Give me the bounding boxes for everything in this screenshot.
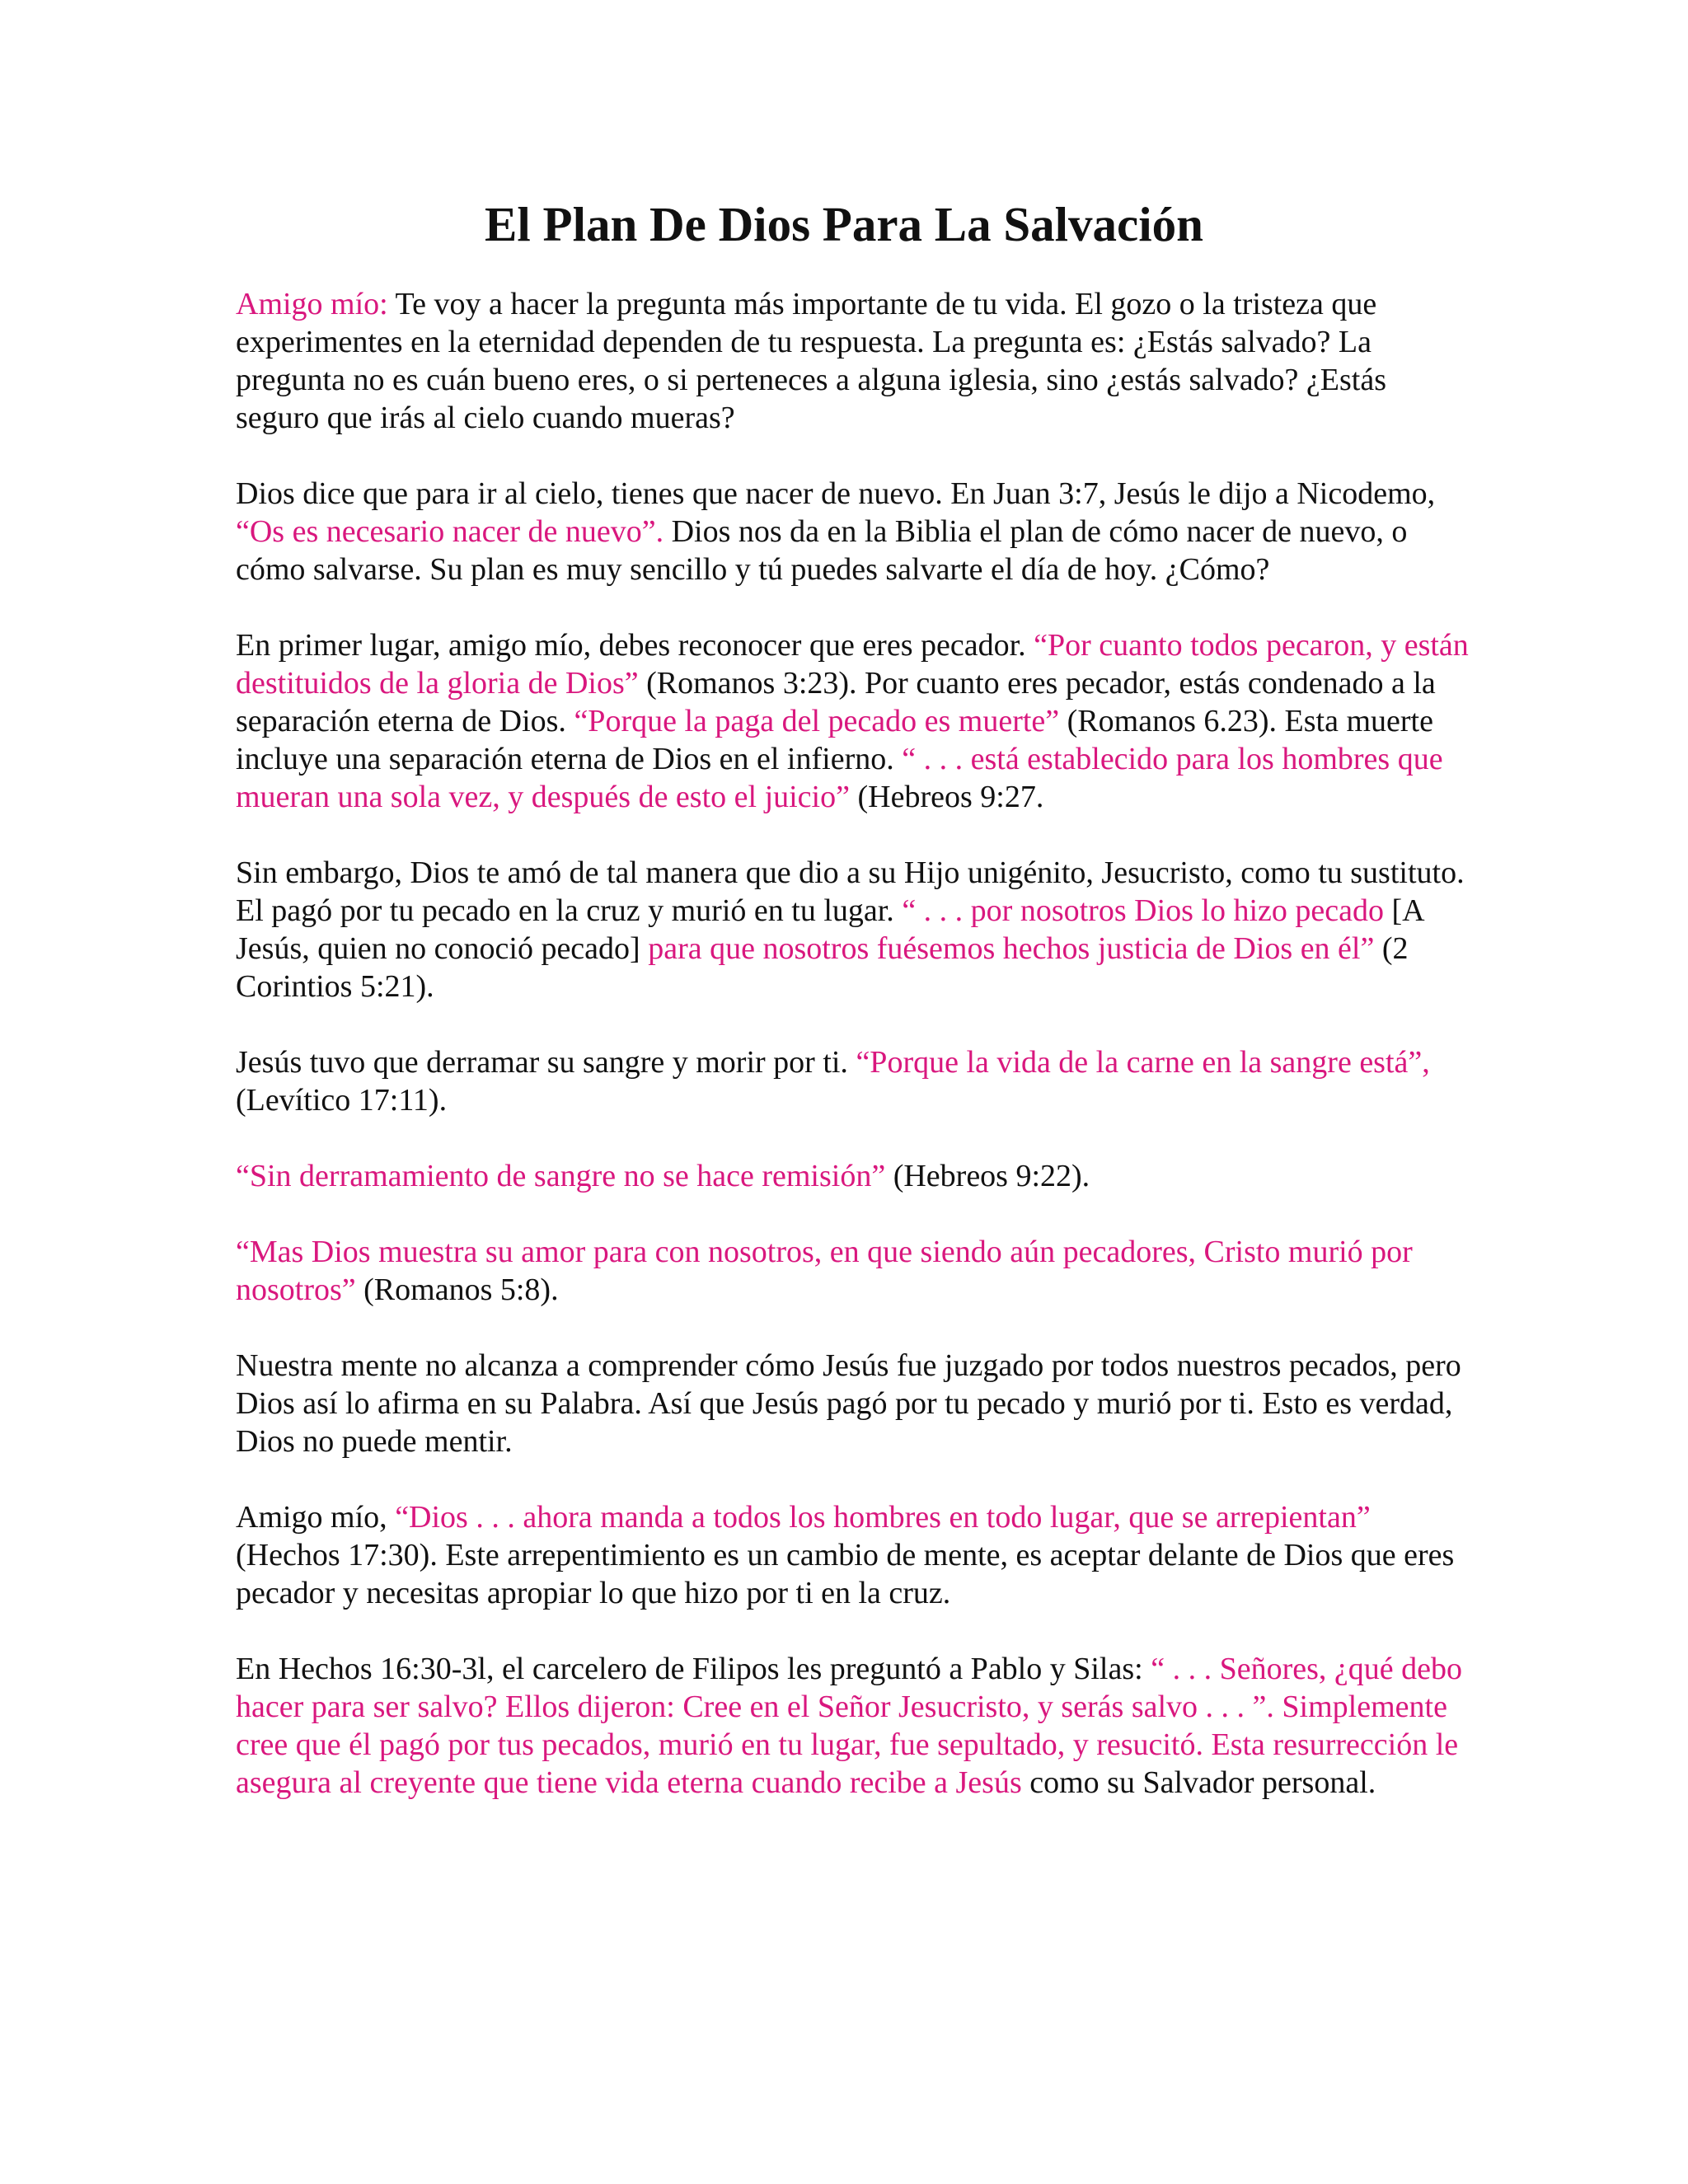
document-body — [236, 285, 1472, 1840]
body-text-span: Amigo mío, — [236, 1500, 396, 1535]
paragraph — [236, 1233, 1472, 1309]
body-text-span: (Hebreos 9:27. — [849, 780, 1044, 814]
scripture-quote: “ . . . por nosotros Dios lo hizo pecado — [902, 893, 1384, 928]
body-text-span: En primer lugar, amigo mío, debes reconocer que eres pecador. — [236, 628, 1034, 663]
paragraph — [236, 626, 1472, 816]
scripture-quote: “ . . . Señores, ¿qué debo hacer para ser salvo? Ellos dijeron: Cree en el Señor Jesucristo, y serás salvo . . . ”. Simplemente cree que él pagó por tus pecados, murió en tu lugar, fue sepultado, y resucitó. Esta resurrección le asegura al creyente que tiene vida eterna cuando recibe a Jesús — [236, 1652, 1462, 1800]
body-text-span: (Levítico 17:11). — [236, 1083, 448, 1118]
body-text-span: (2 Corintios 5:21). — [236, 931, 1409, 1004]
body-text-span: Sin embargo, Dios te amó de tal manera que dio a su Hijo unigénito, Jesucristo, como tu sustituto. El pagó por tu pecado en la cruz y murió en tu lugar. — [236, 855, 1465, 928]
scripture-quote: Amigo mío: — [236, 287, 388, 321]
body-text-span: como su Salvador personal. — [1021, 1765, 1376, 1800]
scripture-quote: “Sin derramamiento de sangre no se hace remisión” — [236, 1159, 886, 1193]
body-text-span: (Hechos 17:30). Este arrepentimiento es un cambio de mente, es aceptar delante de Dios que eres pecador y necesitas apropiar lo que hizo por ti en la cruz. — [236, 1538, 1455, 1610]
paragraph — [236, 285, 1472, 437]
scripture-quote: “Porque la vida de la carne en la sangre está”, — [856, 1045, 1430, 1080]
body-text-span: Nuestra mente no alcanza a comprender cómo Jesús fue juzgado por todos nuestros pecados, pero Dios así lo afirma en su Palabra. Así que Jesús pagó por tu pecado y murió por ti. Esto es verdad, Dios no puede mentir. — [236, 1348, 1461, 1459]
body-text-span: Dios dice que para ir al cielo, tienes que nacer de nuevo. En Juan 3:7, Jesús le dijo a Nicodemo, — [236, 476, 1436, 511]
paragraph — [236, 1347, 1472, 1460]
paragraph — [236, 1157, 1472, 1195]
paragraph — [236, 1650, 1472, 1802]
body-text-span: [A Jesús, quien no conoció pecado] — [236, 893, 1423, 966]
paragraph — [236, 1498, 1472, 1612]
body-text-span: Jesús tuvo que derramar su sangre y morir por ti. — [236, 1045, 856, 1080]
scripture-quote: “Os es necesario nacer de nuevo”. — [236, 514, 664, 549]
body-text-span: (Hebreos 9:22). — [885, 1159, 1090, 1193]
scripture-quote: “Porque la paga del pecado es muerte” — [574, 704, 1060, 738]
body-text-span: (Romanos 5:8). — [355, 1272, 559, 1307]
body-text-span: Te voy a hacer la pregunta más importante de tu vida. El gozo o la tristeza que experimentes en la eternidad dependen de tu respuesta. La pregunta es: ¿Estás salvado? La pregunta no es cuán bueno eres, o si perteneces a alguna iglesia, sino ¿estás salvado? ¿Estás seguro que irás al cielo cuando mueras? — [236, 287, 1386, 435]
scripture-quote: “Por cuanto todos pecaron, y están destituidos de la gloria de Dios” — [236, 628, 1469, 701]
scripture-quote: “ . . . está establecido para los hombres que mueran una sola vez, y después de esto el juicio” — [236, 742, 1443, 814]
scripture-quote: “Mas Dios muestra su amor para con nosotros, en que siendo aún pecadores, Cristo murió por nosotros” — [236, 1235, 1413, 1307]
paragraph — [236, 475, 1472, 588]
scripture-quote: para que nosotros fuésemos hechos justicia de Dios en él” — [648, 931, 1375, 966]
scripture-quote: “Dios . . . ahora manda a todos los hombres en todo lugar, que se arrepientan” — [395, 1500, 1371, 1535]
body-text-span: Dios nos da en la Biblia el plan de cómo nacer de nuevo, o cómo salvarse. Su plan es muy sencillo y tú puedes salvarte el día de hoy. ¿Cómo? — [236, 514, 1408, 587]
body-text-span: En Hechos 16:30-3l, el carcelero de Filipos les preguntó a Pablo y Silas: — [236, 1652, 1151, 1686]
body-text-span: (Romanos 3:23). Por cuanto eres pecador, estás condenado a la separación eterna de Dios. — [236, 666, 1436, 738]
paragraph — [236, 1043, 1472, 1119]
page-title: El Plan De Dios Para La Salvación — [485, 197, 1203, 251]
paragraph — [236, 854, 1472, 1005]
body-text-span: (Romanos 6.23). Esta muerte incluye una separación eterna de Dios en el infierno. — [236, 704, 1433, 776]
